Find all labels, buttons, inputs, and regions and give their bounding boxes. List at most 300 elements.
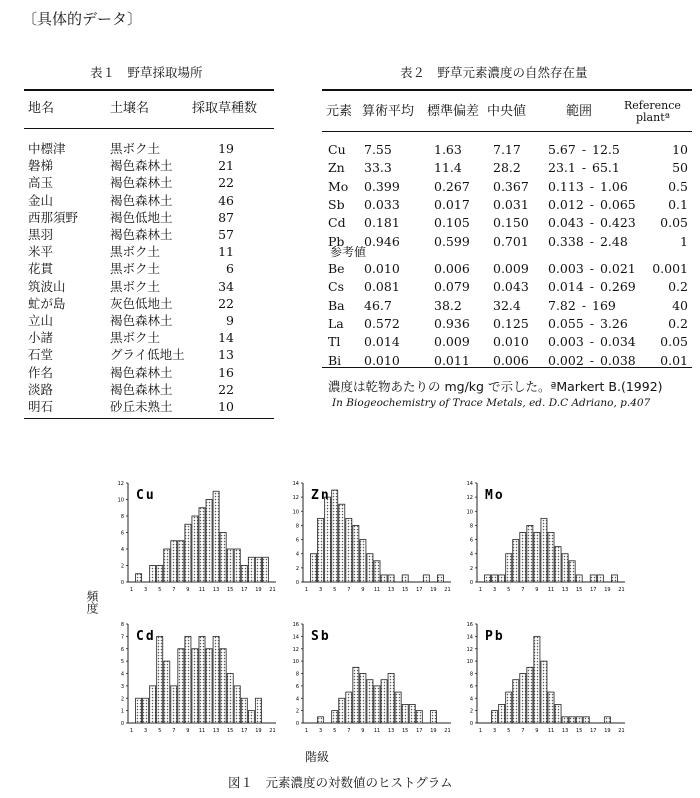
histogram-bar [583,717,589,723]
histogram-bar [227,549,233,582]
table2-element: Bi [328,352,342,368]
table1-soil: 褐色森林土 [110,175,173,191]
histogram-bar [339,698,345,723]
table1-count: 22 [218,381,234,397]
x-tick-label: 19 [604,728,611,734]
y-tick-label: 12 [292,495,299,502]
histogram-bar [381,575,387,582]
y-tick-label: 0 [469,580,473,586]
table2-median: 28.2 [493,160,521,176]
histogram-bar [506,554,512,582]
y-tick-label: 2 [295,565,299,572]
y-tick-label: 4 [295,551,299,558]
table2-median: 0.125 [493,315,529,331]
table2-mean: 0.572 [364,315,400,331]
histogram-bar [604,717,610,723]
histogram-bar [499,575,505,582]
histogram-bar [136,698,142,723]
y-tick-label: 10 [466,509,473,516]
y-tick-label: 2 [469,708,473,715]
table1-soil: 褐色低地土 [110,209,173,225]
y-tick-label: 0 [295,580,299,586]
y-tick-label: 8 [120,622,124,628]
table1-soil: 褐色森林土 [110,364,173,380]
table2-element: Mo [328,178,349,194]
histogram-bar [374,686,380,723]
table1-soil: 黒ボク土 [110,261,161,277]
histogram-bar [199,508,205,582]
histogram-bar [346,518,352,582]
histogram-sb [287,618,457,733]
table2-sd: 0.599 [434,233,470,249]
y-tick-label: 2 [120,563,124,570]
histogram-bar [388,674,394,724]
table2-range: 0.012 - 0.065 [548,196,636,212]
table2-mean: 0.181 [364,215,400,231]
x-tick-label: 3 [319,728,323,734]
table2-sd: 38.2 [434,297,462,313]
y-tick-label: 12 [466,646,473,653]
histogram-bar [185,524,191,582]
table2-reference: 50 [672,160,688,176]
histogram-bar [255,557,261,582]
histogram-bar [492,575,498,582]
x-tick-label: 15 [576,587,583,593]
x-tick-label: 13 [212,587,220,593]
histogram-bar [185,636,191,723]
x-tick-label: 11 [373,587,381,593]
table1-place: 淡路 [28,381,54,397]
table2-header-range: 範囲 [566,104,593,119]
histogram-bar [262,557,268,582]
x-tick-label: 9 [186,587,190,593]
table1-place: 筑波山 [28,278,66,294]
x-tick-label: 13 [561,587,569,593]
table2-range: 0.055 - 3.26 [548,315,628,331]
table2-reference: 10 [672,142,688,157]
x-tick-label: 21 [444,728,451,734]
x-tick-label: 3 [493,587,497,593]
x-tick-label: 1 [304,587,309,593]
x-tick-label: 9 [535,728,539,734]
table2-median: 0.701 [493,233,529,249]
histogram-bar [192,649,198,723]
x-tick-label: 21 [269,728,276,734]
histogram-bar [325,497,331,582]
x-tick-label: 5 [507,728,511,734]
histogram-bar [346,692,352,723]
y-tick-label: 0 [295,721,299,727]
x-tick-label: 15 [227,587,234,593]
histogram-bar [367,554,373,582]
histogram-bar [402,575,408,582]
histogram-bar [555,547,561,582]
histogram-bar [555,704,561,723]
histogram-bar [192,516,198,582]
histogram-bar [206,500,212,583]
y-tick-label: 14 [292,634,299,641]
histogram-bar [492,711,498,723]
histogram-bar [541,518,547,582]
table1-place: 虻が島 [28,295,66,311]
x-tick-label: 15 [402,728,409,734]
histogram-bar [437,575,443,582]
table2-sd: 0.017 [434,196,470,212]
histogram-bar [171,541,177,582]
x-tick-label: 13 [212,728,220,734]
histogram-bar [234,549,240,582]
table1-top-rule [24,89,274,91]
histogram-bar [576,575,582,582]
x-tick-label: 11 [547,587,555,593]
table1-soil: 褐色森林土 [110,158,173,174]
table2-header-rule [322,131,692,132]
table2-reference: 0.05 [660,334,688,350]
x-tick-label: 3 [144,587,148,593]
x-tick-label: 1 [478,728,483,734]
histogram-bar [409,704,415,723]
histogram-svg [461,618,631,743]
histogram-bar [395,692,401,723]
histogram-bar [318,717,324,723]
table2-mean: 46.7 [364,297,392,313]
histogram-bar [590,575,596,582]
table2-range: 23.1 - 65.1 [548,160,620,176]
table2-range: 0.113 - 1.06 [548,178,628,194]
x-tick-label: 21 [269,587,276,593]
histogram-bar [150,566,156,583]
y-tick-label: 0 [120,580,124,586]
y-tick-label: 2 [295,708,299,715]
x-tick-label: 13 [561,728,569,734]
histogram-bar [248,557,254,582]
table2-mean: 0.014 [364,334,400,350]
y-tick-label: 6 [469,683,473,690]
y-tick-label: 4 [120,671,124,678]
histogram-bar [353,667,359,723]
table2-mean: 33.3 [364,160,392,176]
histogram-bar [367,680,373,723]
figure-xlabel: 階級 [305,750,330,764]
table1-soil: 褐色森林土 [110,227,173,242]
y-tick-label: 6 [120,646,124,653]
table1-count: 11 [218,244,234,260]
histogram-bar [178,649,184,723]
x-tick-label: 11 [198,728,206,734]
histogram-bar [234,686,240,723]
table1-soil: グライ低地土 [110,347,185,363]
x-tick-label: 1 [129,587,134,593]
histogram-bar [164,661,170,723]
table1-place: 石堂 [28,347,54,363]
histogram-bar [520,533,526,583]
table1-count: 57 [218,227,234,242]
histogram-bar [213,491,219,582]
x-tick-label: 9 [535,587,539,593]
histogram-bar [548,533,554,583]
table2-reference: 0.2 [668,279,688,295]
table1-header-rule [24,128,274,129]
table2-median: 0.009 [493,261,529,276]
table2-median: 32.4 [493,297,521,313]
histogram-pb [461,618,631,733]
table2-element: La [328,315,344,331]
table2-element: Cs [328,279,344,295]
histogram-bar [220,649,226,723]
histogram-bar [534,533,540,583]
table1-count: 19 [218,141,234,156]
histogram-bar [220,533,226,583]
x-tick-label: 9 [361,587,365,593]
x-tick-label: 9 [186,728,190,734]
histogram-cu [112,477,282,592]
histogram-svg [287,477,457,602]
histogram-cd [112,618,282,733]
table2-range: 0.003 - 0.034 [548,334,636,350]
table2-reference: 0.2 [668,315,688,331]
y-tick-label: 3 [120,683,124,690]
x-tick-label: 5 [333,728,337,734]
table2-median: 0.006 [493,352,529,368]
histogram-bar [548,692,554,723]
table2-element: Cu [328,142,346,157]
histogram-bar [248,711,254,723]
x-tick-label: 7 [347,728,351,734]
table2-sd: 0.009 [434,334,470,350]
histogram-bar [527,525,533,582]
y-tick-label: 8 [295,523,299,530]
table1-place: 磐梯 [28,158,54,174]
x-tick-label: 3 [144,728,148,734]
histogram-bar [485,575,491,582]
table2-median: 0.031 [493,196,529,212]
histogram-bar [569,561,575,582]
x-tick-label: 13 [387,728,395,734]
table1-count: 16 [218,364,234,380]
y-tick-label: 14 [466,634,473,641]
histogram-bar [241,566,247,583]
y-tick-label: 8 [295,671,299,678]
histogram-bar [157,566,163,583]
y-tick-label: 0 [120,721,124,727]
figure-ylabel: 頻度 [85,590,99,614]
x-tick-label: 5 [158,587,162,593]
histogram-bar [360,674,366,724]
histogram-bar [374,561,380,582]
histogram-bar [513,540,519,582]
table1-count: 87 [218,209,234,225]
table2-reference: 0.05 [660,215,688,231]
histogram-bar [541,661,547,723]
table1-soil: 砂丘未熟土 [110,399,173,414]
table1-count: 21 [218,158,234,174]
y-tick-label: 4 [469,696,473,703]
histogram-bar [499,704,505,723]
table2-range: 0.003 - 0.021 [548,261,636,276]
table1-soil: 黒ボク土 [110,141,161,156]
table2-median: 0.367 [493,178,529,194]
histogram-svg [112,477,282,602]
histogram-bar [576,717,582,723]
y-tick-label: 4 [120,547,124,553]
table2-median: 0.010 [493,334,529,350]
histogram-bar [136,574,142,582]
x-tick-label: 19 [604,587,611,593]
histogram-bar [339,504,345,582]
x-tick-label: 7 [347,587,351,593]
y-tick-label: 10 [117,497,124,504]
histogram-bar [164,549,170,582]
table1-header-place: 地名 [28,101,55,116]
table2-header-median: 中央値 [487,104,527,119]
histogram-svg [112,618,282,743]
y-tick-label: 4 [295,696,299,703]
table2-sd: 1.63 [434,142,462,157]
table2-mean: 0.081 [364,279,400,295]
table2-reference: 40 [672,297,688,313]
table2-header-reference: Reference [624,99,681,112]
table2-header-sd: 標準偏差 [427,104,480,119]
table1-soil: 褐色森林土 [110,192,173,208]
x-tick-label: 21 [444,587,451,593]
table1-place: 中標津 [28,141,66,156]
x-tick-label: 19 [255,728,262,734]
histogram-bar [562,554,568,582]
table2-note: 濃度は乾物あたりの mg/kg で示した。ªMarkert B.(1992) [328,379,663,394]
table1-header-soil: 土壌名 [110,101,150,116]
histogram-mo [461,477,631,592]
histogram-bar [416,711,422,723]
y-tick-label: 4 [469,551,473,558]
histogram-bar [178,541,184,582]
table2-element: Pb [328,233,345,249]
table1-place: 黒羽 [28,227,54,242]
x-tick-label: 1 [129,728,134,734]
x-tick-label: 7 [172,728,176,734]
x-tick-label: 17 [241,587,248,593]
table2-mean: 0.010 [364,261,400,276]
y-tick-label: 2 [469,565,473,572]
table1-count: 6 [226,261,234,277]
table2-element: Zn [328,160,345,176]
y-tick-label: 1 [120,708,124,715]
table1-place: 作名 [28,364,54,380]
histogram-bar [255,698,261,723]
table1-count: 9 [226,313,234,328]
histogram-title: Zn [311,488,331,503]
table2-range: 5.67 - 12.5 [548,142,620,157]
table2-range: 7.82 - 169 [548,297,616,313]
y-tick-label: 6 [469,537,473,544]
y-tick-label: 10 [466,659,473,666]
histogram-bar [520,674,526,724]
table1-place: 明石 [28,399,54,414]
y-tick-label: 6 [295,537,299,544]
y-tick-label: 10 [292,509,299,516]
table2-range: 0.014 - 0.269 [548,279,636,295]
y-tick-label: 2 [120,696,124,703]
y-tick-label: 7 [120,634,124,641]
histogram-bar [332,490,338,582]
table2-reference: 0.1 [668,196,688,212]
section-title: 〔具体的データ〕 [22,10,143,28]
histogram-bar [402,704,408,723]
y-tick-label: 10 [292,659,299,666]
figure-caption: 図１ 元素濃度の対数値のヒストグラム [228,775,453,790]
histogram-title: Pb [485,629,505,644]
table2-sd: 0.936 [434,315,470,331]
histogram-bar [353,525,359,582]
x-tick-label: 17 [416,587,423,593]
histogram-bar [241,698,247,723]
table2-range: 0.043 - 0.423 [548,215,636,231]
table2-element: Tl [328,334,341,350]
y-tick-label: 5 [120,659,124,666]
histogram-svg [461,477,631,602]
histogram-bar [360,540,366,582]
x-tick-label: 17 [590,587,597,593]
x-tick-label: 11 [373,728,381,734]
table1-place: 米平 [28,244,54,260]
x-tick-label: 17 [241,728,248,734]
histogram-bar [506,692,512,723]
histogram-title: Cu [136,488,156,503]
y-tick-label: 16 [292,622,299,628]
y-tick-label: 14 [466,481,473,487]
x-tick-label: 19 [430,728,437,734]
table2-sd: 0.006 [434,261,470,276]
table1-place: 小諸 [28,330,54,346]
table2-top-rule [322,89,692,91]
x-tick-label: 7 [172,587,176,593]
x-tick-label: 5 [507,587,511,593]
y-tick-label: 8 [120,514,124,520]
y-tick-label: 8 [469,671,473,678]
y-tick-label: 14 [292,481,299,487]
table2-mean: 0.033 [364,196,400,212]
x-tick-label: 13 [387,587,395,593]
table2-range: 0.338 - 2.48 [548,233,628,249]
table1-header-count: 採取草種数 [192,101,258,116]
x-tick-label: 21 [618,728,625,734]
table2-median: 0.043 [493,279,529,295]
table1-place: 高玉 [28,175,54,191]
histogram-bar [597,575,603,582]
histogram-bar [206,649,212,723]
table1-count: 22 [218,295,234,311]
x-tick-label: 15 [576,728,583,734]
histogram-bar [430,711,436,723]
x-tick-label: 21 [618,587,625,593]
table2-header-mean: 算術平均 [362,104,415,119]
histogram-bar [381,680,387,723]
x-tick-label: 9 [361,728,365,734]
x-tick-label: 5 [333,587,337,593]
table1-count: 13 [218,347,234,363]
x-tick-label: 5 [158,728,162,734]
histogram-bar [388,575,394,582]
histogram-bar [332,711,338,723]
histogram-bar [534,636,540,723]
histogram-zn [287,477,457,592]
histogram-bar [562,717,568,723]
table2-sd: 11.4 [434,160,462,176]
y-tick-label: 6 [295,683,299,690]
y-tick-label: 16 [466,622,473,628]
table2-reference: 0.001 [652,261,688,276]
y-tick-label: 6 [120,530,124,537]
x-tick-label: 11 [547,728,555,734]
